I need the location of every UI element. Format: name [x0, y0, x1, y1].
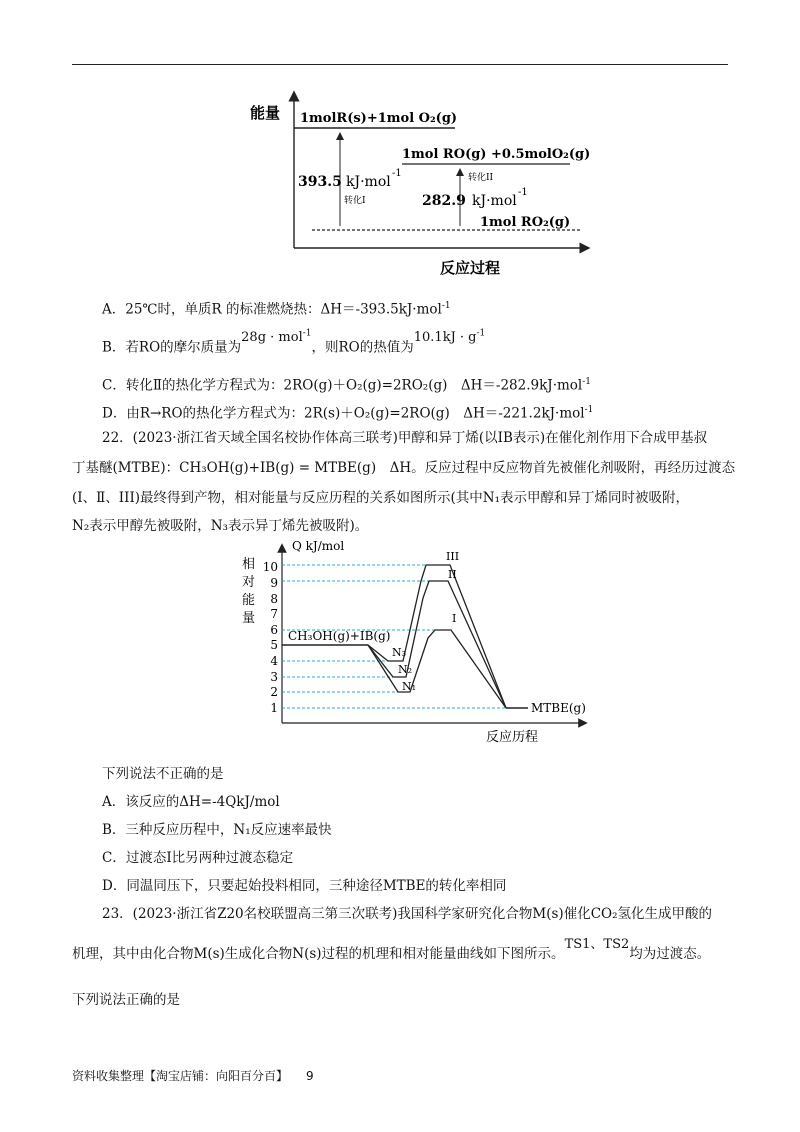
q22-line-2: 丁基醚(MTBE)：CH₃OH(g)+IB(g) = MTBE(g) ΔH。反应过程中反应物首先被催化剂吸附，再经历过渡态	[72, 460, 736, 476]
d2-ts-ii: II	[448, 568, 457, 581]
q21-option-b-heat	[414, 330, 486, 345]
q21-option-b-mass-sup: -1	[302, 329, 312, 339]
q22-option-d: D．同温同压下，只要起始投料相同，三种途径MTBE的转化率相同	[102, 878, 507, 894]
d2-tick-7: 7	[270, 607, 278, 621]
d1-e1-unit: kJ·mol	[346, 174, 391, 190]
q22-option-b: B．三种反应历程中，N₁反应速率最快	[102, 822, 332, 838]
q21-option-b-mass	[241, 330, 311, 345]
q23-line-2a: 机理，其中由化合物M(s)生成化合物N(s)过程的机理和相对能量曲线如下图所示。	[72, 946, 565, 962]
energy-diagram-2	[238, 538, 608, 748]
d1-e2-unit: kJ·mol	[472, 193, 517, 209]
q22-line-1: 22．(2023·浙江省天域全国名校协作体高三联考)甲醇和异丁烯(以IB表示)在催化剂作用下合成甲基叔	[102, 430, 708, 446]
header-rule	[72, 64, 728, 65]
d1-e2-value: 282.9	[422, 193, 466, 209]
q21-option-a	[102, 296, 451, 320]
d1-e1-value: 393.5	[298, 174, 342, 190]
d2-tick-3: 3	[270, 670, 278, 684]
q21-option-a-text: A．25℃时，单质R 的标准燃烧热：ΔH＝-393.5kJ·mol	[102, 301, 442, 318]
d1-level-mid-label: 1mol RO(g) +0.5molO₂(g)	[402, 147, 591, 162]
q21-option-c-sup: -1	[582, 377, 592, 387]
q23-ts-label: TS1、TS2	[564, 937, 630, 952]
d2-y-label-4: 量	[242, 611, 256, 626]
d2-ts-i: I	[452, 612, 457, 625]
d2-y-label-1: 相	[242, 557, 256, 572]
q21-option-b-pre: B．若RO的摩尔质量为	[102, 339, 242, 356]
d2-y-title: Q kJ/mol	[292, 539, 345, 553]
d2-tick-6: 6	[270, 623, 278, 637]
q21-option-b-mass-text: 28g · mol	[241, 330, 303, 346]
d2-n1: N₁	[402, 680, 417, 693]
q21-option-d-sup: -1	[584, 405, 594, 415]
q21-option-c	[102, 372, 591, 396]
d1-e2-exp: -1	[518, 187, 528, 198]
energy-diagram-1	[240, 88, 600, 278]
d2-tick-10: 10	[262, 560, 278, 574]
d1-level-top-label: 1molR(s)+1mol O₂(g)	[300, 111, 458, 126]
d2-n3: N₃	[392, 646, 407, 659]
d2-tick-4: 4	[270, 654, 278, 668]
q22-line-4: N₂表示甲醇先被吸附，N₃表示异丁烯先被吸附)。	[72, 518, 369, 534]
q21-option-b-mid: ，则RO的热值为	[311, 339, 414, 356]
q22-line-3: (I、Ⅱ、III)最终得到产物，相对能量与反应历程的关系如图所示(其中N₁表示甲醇和异丁烯同时被吸附，	[72, 490, 690, 506]
q22-stem: 下列说法不正确的是	[102, 766, 224, 782]
d1-level-bot-label: 1mol RO₂(g)	[480, 215, 571, 230]
d1-e1-exp: -1	[392, 168, 402, 179]
q21-option-b	[102, 329, 486, 358]
q21-option-b-heat-text: 10.1kJ · g	[413, 330, 477, 346]
d2-tick-8: 8	[270, 592, 278, 606]
q23-line-2b: 均为过渡态。	[629, 946, 711, 962]
d2-tick-9: 9	[270, 576, 278, 590]
d1-y-label: 能量	[250, 104, 281, 122]
d2-path-ii	[368, 581, 506, 708]
page-number: 9	[306, 1069, 314, 1083]
d2-x-title: 反应历程	[486, 730, 539, 745]
q22-option-a: A．该反应的ΔH=-4QkJ/mol	[102, 794, 280, 810]
d2-ts-iii: III	[446, 550, 460, 563]
q23-line-2	[72, 937, 711, 965]
d1-e2-label: 转化II	[468, 173, 494, 183]
footer-source: 资料收集整理【淘宝店铺：向阳百分百】	[72, 1069, 289, 1083]
q21-option-a-sup: -1	[441, 301, 451, 311]
q21-option-b-heat-sup: -1	[476, 329, 486, 339]
d2-n2: N₂	[398, 663, 413, 676]
d2-y-label-2: 对	[242, 575, 256, 590]
d1-x-label: 反应过程	[440, 259, 501, 277]
q22-option-c: C．过渡态I比另两种过渡态稳定	[102, 850, 294, 866]
q21-option-c-text: C．转化Ⅱ的热化学方程式为：2RO(g)＋O₂(g)=2RO₂(g) ΔH＝-282.9kJ·mol	[102, 377, 583, 394]
q23-line-1: 23．(2023·浙江省Z20名校联盟高三第三次联考)我国科学家研究化合物M(s)催化CO₂氢化生成甲酸的	[102, 906, 713, 922]
d2-tick-1: 1	[270, 701, 278, 715]
d2-tick-2: 2	[270, 685, 278, 699]
d2-reactant-label: CH₃OH(g)+IB(g)	[288, 629, 391, 643]
d2-product-label: MTBE(g)	[531, 701, 586, 715]
q21-option-d	[102, 400, 593, 424]
d2-y-label-3: 能	[242, 593, 256, 608]
q23-stem: 下列说法正确的是	[72, 992, 180, 1008]
page-footer	[72, 1067, 332, 1084]
d1-e1-label: 转化I	[344, 196, 366, 206]
q21-option-d-text: D．由R→RO的热化学方程式为：2R(s)＋O₂(g)=2RO(g) ΔH＝-221.2kJ·mol	[102, 405, 585, 422]
d2-tick-5: 5	[270, 638, 278, 652]
